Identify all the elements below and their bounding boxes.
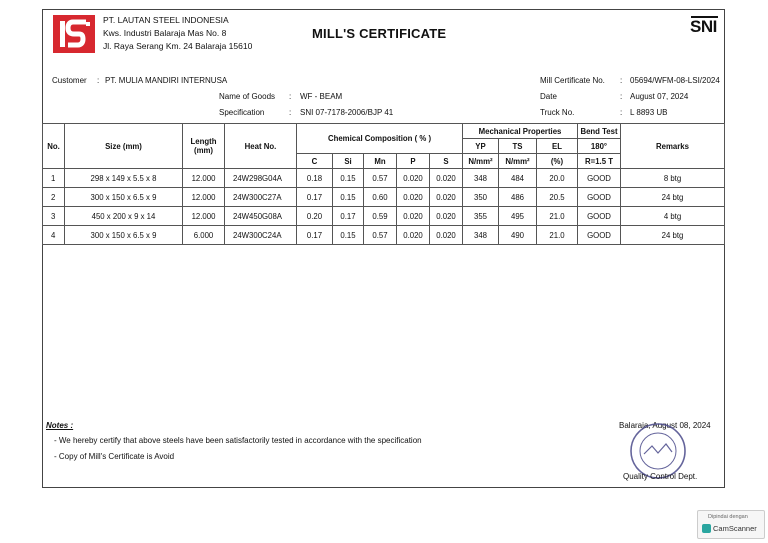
camscanner-caption: Dipindai dengan <box>708 514 748 520</box>
header-el: EL <box>537 139 578 154</box>
header-mn: Mn <box>364 154 397 169</box>
date-label: Date <box>540 92 557 101</box>
truck-label: Truck No. <box>540 108 575 117</box>
sni-mark: SNI <box>690 17 717 36</box>
notes-heading: Notes : <box>46 421 74 430</box>
header-p: P <box>397 154 430 169</box>
note-item: - Copy of Mill's Certificate is Avoid <box>54 452 175 461</box>
cell-no: 3 <box>43 207 65 226</box>
header-si: Si <box>333 154 364 169</box>
cell-size: 300 x 150 x 6.5 x 9 <box>65 226 183 245</box>
cell-ts: 490 <box>499 226 537 245</box>
cell-p: 0.020 <box>397 226 430 245</box>
cell-el: 21.0 <box>537 207 578 226</box>
cell-c: 0.17 <box>297 188 333 207</box>
cell-si: 0.15 <box>333 188 364 207</box>
cell-remarks: 4 btg <box>621 207 725 226</box>
header-bend-radius: R=1.5 T <box>578 154 621 169</box>
cell-yp: 350 <box>463 188 499 207</box>
cell-s: 0.020 <box>430 169 463 188</box>
table-row <box>43 169 725 188</box>
quality-control-dept: Quality Control Dept. <box>623 472 698 481</box>
header-el-unit: (%) <box>537 154 578 169</box>
cell-bend: GOOD <box>578 169 621 188</box>
cell-length: 12.000 <box>183 207 225 226</box>
table-row <box>43 207 725 226</box>
cell-s: 0.020 <box>430 207 463 226</box>
spec-label: Specification <box>219 108 265 117</box>
cell-c: 0.17 <box>297 226 333 245</box>
cell-c: 0.18 <box>297 169 333 188</box>
company-logo <box>52 14 96 54</box>
header-c: C <box>297 154 333 169</box>
cell-bend: GOOD <box>578 207 621 226</box>
header-heat-no: Heat No. <box>225 124 297 169</box>
cell-mn: 0.60 <box>364 188 397 207</box>
cell-remarks: 24 btg <box>621 226 725 245</box>
header-yp-unit: N/mm² <box>463 154 499 169</box>
cell-mn: 0.59 <box>364 207 397 226</box>
spec-sep: : <box>289 108 292 117</box>
cell-length: 12.000 <box>183 188 225 207</box>
date-value: August 07, 2024 <box>630 92 689 101</box>
cell-heat: 24W298G04A <box>225 169 297 188</box>
header-no: No. <box>43 124 65 169</box>
cell-si: 0.15 <box>333 226 364 245</box>
cell-heat: 24W300C27A <box>225 188 297 207</box>
cert-no-sep: : <box>620 76 623 85</box>
cell-ts: 495 <box>499 207 537 226</box>
goods-value: WF - BEAM <box>300 92 343 101</box>
header-remarks: Remarks <box>621 124 725 169</box>
sign-place-date: Balaraja, August 08, 2024 <box>619 421 711 430</box>
table-body <box>43 169 725 245</box>
camscanner-badge <box>697 510 765 539</box>
cell-remarks: 8 btg <box>621 169 725 188</box>
document-title: MILL'S CERTIFICATE <box>312 26 447 41</box>
cell-bend: GOOD <box>578 188 621 207</box>
cell-size: 450 x 200 x 9 x 14 <box>65 207 183 226</box>
header-ts-unit: N/mm² <box>499 154 537 169</box>
customer-label: Customer <box>52 76 87 85</box>
company-address-1: Kws. Industri Balaraja Mas No. 8 <box>103 28 227 38</box>
header-ts: TS <box>499 139 537 154</box>
cell-remarks: 24 btg <box>621 188 725 207</box>
cell-el: 20.0 <box>537 169 578 188</box>
cell-s: 0.020 <box>430 188 463 207</box>
goods-sep: : <box>289 92 292 101</box>
cell-heat: 24W450G08A <box>225 207 297 226</box>
company-name: PT. LAUTAN STEEL INDONESIA <box>103 15 229 25</box>
header-s: S <box>430 154 463 169</box>
cell-size: 300 x 150 x 6.5 x 9 <box>65 188 183 207</box>
cert-no-label: Mill Certificate No. <box>540 76 605 85</box>
cell-p: 0.020 <box>397 169 430 188</box>
cell-size: 298 x 149 x 5.5 x 8 <box>65 169 183 188</box>
certificate-table <box>42 123 725 245</box>
date-sep: : <box>620 92 623 101</box>
company-address-2: Jl. Raya Serang Km. 24 Balaraja 15610 <box>103 41 253 51</box>
cell-si: 0.15 <box>333 169 364 188</box>
cell-no: 4 <box>43 226 65 245</box>
cell-p: 0.020 <box>397 188 430 207</box>
camscanner-label: CamScanner <box>713 524 757 533</box>
cell-yp: 348 <box>463 226 499 245</box>
cell-el: 21.0 <box>537 226 578 245</box>
cell-no: 1 <box>43 169 65 188</box>
camscanner-icon <box>702 524 711 533</box>
cell-mn: 0.57 <box>364 226 397 245</box>
cell-mn: 0.57 <box>364 169 397 188</box>
table-row <box>43 188 725 207</box>
cell-s: 0.020 <box>430 226 463 245</box>
customer-sep: : <box>97 76 100 85</box>
cell-el: 20.5 <box>537 188 578 207</box>
header-mechanical-properties: Mechanical Properties <box>463 124 578 139</box>
table-row <box>43 226 725 245</box>
cell-ts: 484 <box>499 169 537 188</box>
goods-label: Name of Goods <box>219 92 276 101</box>
header-chemical-composition: Chemical Composition ( % ) <box>297 124 463 154</box>
cell-c: 0.20 <box>297 207 333 226</box>
header-length: Length (mm) <box>183 124 225 169</box>
cell-heat: 24W300C24A <box>225 226 297 245</box>
cell-si: 0.17 <box>333 207 364 226</box>
cell-bend: GOOD <box>578 226 621 245</box>
header-size: Size (mm) <box>65 124 183 169</box>
cell-no: 2 <box>43 188 65 207</box>
cell-yp: 348 <box>463 169 499 188</box>
cell-length: 6.000 <box>183 226 225 245</box>
cell-ts: 486 <box>499 188 537 207</box>
header-bend-test: Bend Test <box>578 124 621 139</box>
cell-p: 0.020 <box>397 207 430 226</box>
cell-length: 12.000 <box>183 169 225 188</box>
cert-no-value: 05694/WFM-08-LSI/2024 <box>630 76 720 85</box>
header-bend-degree: 180° <box>578 139 621 154</box>
truck-value: L 8893 UB <box>630 108 668 117</box>
note-item: - We hereby certify that above steels have been satisfactorily tested in accordance with the specification <box>54 436 422 445</box>
cell-yp: 355 <box>463 207 499 226</box>
header-yp: YP <box>463 139 499 154</box>
spec-value: SNI 07-7178-2006/BJP 41 <box>300 108 394 117</box>
customer-value: PT. MULIA MANDIRI INTERNUSA <box>105 76 228 85</box>
truck-sep: : <box>620 108 623 117</box>
